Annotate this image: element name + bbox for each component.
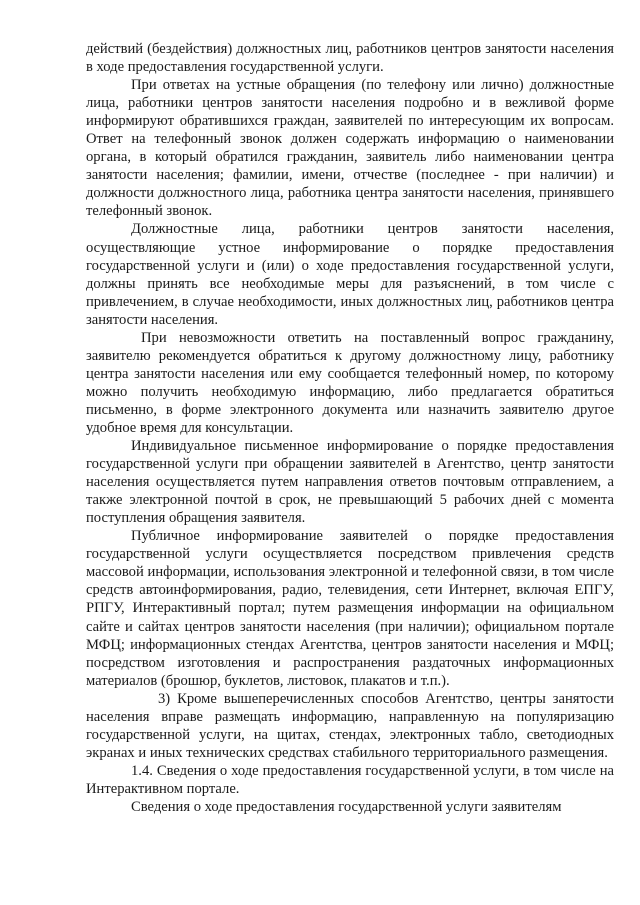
paragraph-additional-placement: 3) Кроме вышеперечисленных способов Агентство, центры занятости населения вправе размещать информацию, направленную на популяризацию государственной услуги, на щитах, стендах, электронных табло, светодиодных экранах и иных технических средствах стабильного территориального размещения.: [86, 690, 614, 761]
paragraph-public-informing: Публичное информирование заявителей о порядке предоставления государственной услуги осуществляется посредством привлечения средств массовой информации, использования электронной и телефонной связи, в том числе средств автоинформирования, радио, телевидения, сети Интернет, включая ЕПГУ, РПГУ, Интерактивный портал; путем размещения информации на официальном сайте и сайтах центров занятости населения (при наличии); официальном портале МФЦ; информационных стендах Агентства, центров занятости населения и МФЦ; посредством изготовления и распространения раздаточных информационных материалов (брошюр, буклетов, листовок, плакатов и т.п.).: [86, 528, 614, 689]
paragraph-section-1-4: 1.4. Сведения о ходе предоставления государственной услуги, в том числе на Интерактивном портале.: [86, 762, 614, 797]
paragraph-oral-requests: При ответах на устные обращения (по телефону или лично) должностные лица, работники центров занятости населения подробно и в вежливой форме информируют обратившихся граждан, заявителей по интересующим их вопросам. Ответ на телефонный звонок должен содержать информацию о наименовании органа, в который обратился гражданин, заявитель либо наименовании центра занятости населения; фамилии, имени, отчестве (последнее - при наличии) и должности должностного лица, работника центра занятости населения, принявшего телефонный звонок.: [86, 77, 614, 220]
paragraph-progress-info: Сведения о ходе предоставления государственной услуги заявителям: [131, 798, 562, 815]
paragraph-actions-continuation: действий (бездействия) должностных лиц, работников центров занятости населения в ходе предоставления государственной услуги.: [86, 41, 614, 76]
paragraph-officials-oral-info: Должностные лица, работники центров занятости населения, осуществляющие устное информирование о порядке предоставления государственной услуги и (или) о ходе предоставления государственной услуги, должны принять все необходимые меры для разъяснений, в том числе с привлечением, в случае необходимости, иных должностных лиц, работников центра занятости населения.: [86, 221, 614, 328]
document-page: [86, 40, 614, 816]
paragraph-unable-to-answer: При невозможности ответить на поставленный вопрос гражданину, заявителю рекомендуется обратиться к другому должностному лицу, работнику центра занятости населения или ему сообщается телефонный номер, по которому можно получить необходимую информацию, либо предлагается обратиться письменно, в форме электронного документа или назначить заявителю другое удобное время для консультации.: [86, 329, 614, 436]
paragraph-individual-written: Индивидуальное письменное информирование о порядке предоставления государственной услуги при обращении заявителей в Агентство, центр занятости населения осуществляется путем направления ответов почтовым отправлением, а также электронной почтой в срок, не превышающий 5 рабочих дней с момента поступления обращения заявителя.: [86, 438, 614, 527]
